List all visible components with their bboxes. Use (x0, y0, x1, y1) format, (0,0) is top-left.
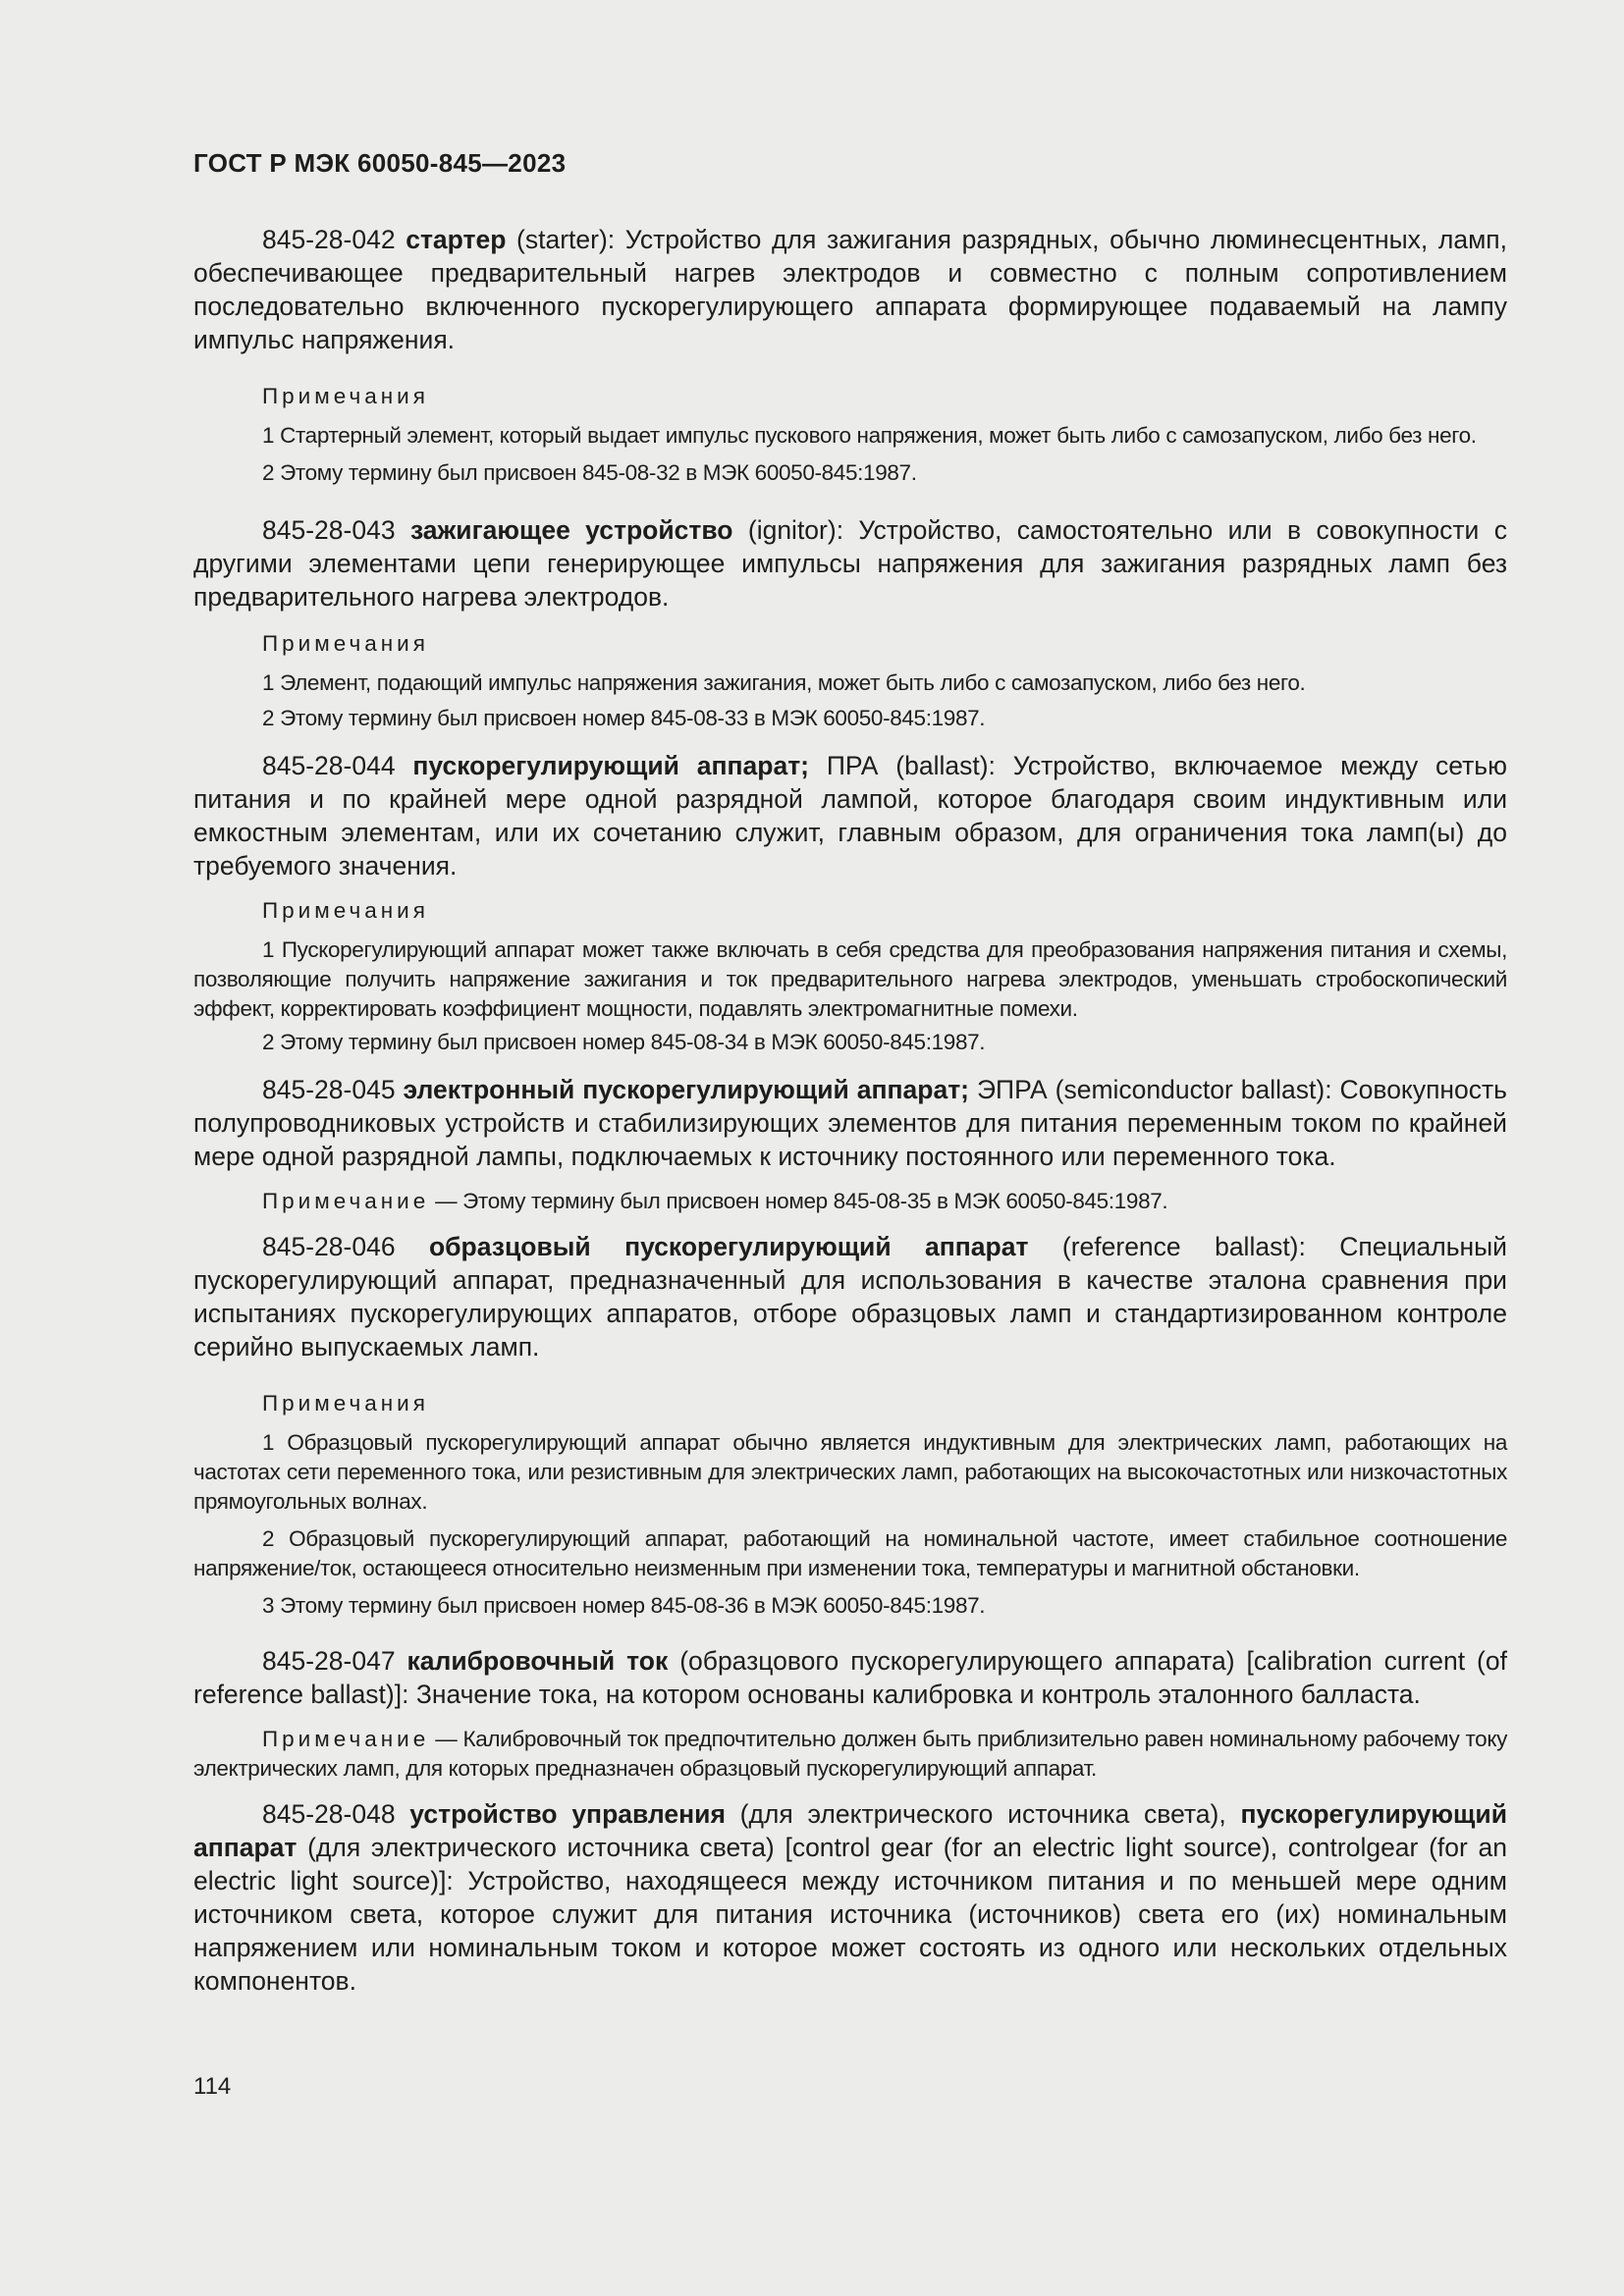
page-number: 114 (193, 2073, 232, 2100)
note: 1 Элемент, подающий импульс напряжения зажигания, может быть либо с самозапуском, либо без него. (262, 670, 1306, 695)
term-entry (193, 223, 1507, 356)
term-number: 845-28-043 (262, 515, 396, 545)
note: 2 Образцовый пускорегулирующий аппарат, работающий на номинальной частоте, имеет стабильное соотношение напряжение/ток, остающееся относительно неизменным при изменении тока, температуры и магнитной обстановки. (193, 1526, 1507, 1580)
note: 1 Стартерный элемент, который выдает импульс пускового напряжения, может быть либо с самозапуском, либо без него. (262, 423, 1477, 448)
document-body (193, 223, 1507, 1998)
term-number: 845-28-047 (262, 1646, 396, 1676)
term-entry (193, 749, 1507, 882)
term-definition: ПРА (ballast): Устройство, включаемое между сетью питания и по крайней мере одной разрядной лампой, которое благодаря своим индуктивным или емкостным элементам, или их сочетанию служит, главным образом, для ограничения тока ламп(ы) до требуемого значения. (193, 751, 1507, 881)
term-definition: (reference ballast): Специальный пускорегулирующий аппарат, предназначенный для использования в качестве эталона сравнения при испытаниях пускорегулирующих аппаратов, отборе образцовых ламп и стандартизированном контроле серийно выпускаемых ламп. (193, 1232, 1507, 1362)
term-name: пускорегулирующий аппарат; (412, 751, 810, 780)
note: 1 Образцовый пускорегулирующий аппарат обычно является индуктивным для электрических ламп, работающих на частотах сети переменного тока, или резистивным для электрических ламп, работающих на высокочастотных или низкочастотных прямоугольных волнах. (193, 1430, 1507, 1514)
term-name: зажигающее устройство (409, 515, 733, 545)
term-definition: (для электрического источника света) [control gear (for an electric light source), controlgear (for an electric light source)]: Устройство, находящееся между источником питания и по меньшей мере одним источником света, которое служит для питания источника (источников) света его (их) номинальным напряжением или номинальным током и которое может состоять из одного или нескольких отдельных компонентов. (193, 1833, 1507, 1996)
note: 2 Этому термину был присвоен номер 845-08-34 в МЭК 60050-845:1987. (262, 1030, 986, 1054)
note-text: — Калибровочный ток предпочтительно должен быть приблизительно равен номинальному рабочему току электрических ламп, для которых предназначен образцовый пускорегулирующий аппарат. (193, 1727, 1507, 1781)
document-header: ГОСТ Р МЭК 60050-845—2023 (193, 148, 567, 178)
term-name: электронный пускорегулирующий аппарат; (403, 1075, 970, 1104)
single-note (193, 1187, 1507, 1216)
term-entry (193, 513, 1507, 614)
term-entry (193, 1073, 1507, 1173)
term-synonym: пускорегулирующий аппарат (193, 1799, 1507, 1862)
term-name: устройство управления (409, 1799, 726, 1829)
note-label: Примечание (262, 1189, 430, 1213)
term-entry (193, 1230, 1507, 1363)
term-number: 845-28-048 (262, 1799, 396, 1829)
term-definition: (ignitor): Устройство, самостоятельно или в совокупности с другими элементами цепи генерирующее импульсы напряжения для зажигания разрядных ламп без предварительного нагрева электродов. (193, 515, 1507, 612)
note-text: — Этому термину был присвоен номер 845-08-35 в МЭК 60050-845:1987. (429, 1189, 1168, 1213)
single-note (193, 1725, 1507, 1784)
term-qualifier: (для электрического источника света), (725, 1799, 1241, 1829)
notes-label: Примечания (262, 384, 429, 408)
note: 2 Этому термину был присвоен номер 845-08-33 в МЭК 60050-845:1987. (262, 706, 986, 730)
term-definition: (образцового пускорегулирующего аппарата) [calibration current (of reference ballast)]: Значение тока, на котором основаны калибровка и контроль эталонного балласта. (193, 1646, 1507, 1709)
notes-label: Примечания (262, 1391, 429, 1415)
term-entry (193, 1644, 1507, 1711)
term-definition: ЭПРА (semiconductor ballast): Совокупность полупроводниковых устройств и стабилизирующих элементов для питания переменным током по крайней мере одной разрядной лампы, подключаемых к источнику постоянного или переменного тока. (193, 1075, 1507, 1171)
notes-label: Примечания (262, 898, 429, 923)
note: 3 Этому термину был присвоен номер 845-08-36 в МЭК 60050-845:1987. (262, 1593, 986, 1618)
note: 1 Пускорегулирующий аппарат может также включать в себя средства для преобразования напряжения питания и схемы, позволяющие получить напряжение зажигания и ток предварительного нагрева электродов, уменьшать стробоскопический эффект, корректировать коэффициент мощности, подавлять электромагнитные помехи. (193, 937, 1507, 1021)
note: 2 Этому термину был присвоен 845-08-32 в МЭК 60050-845:1987. (262, 460, 917, 485)
term-name: стартер (406, 225, 507, 254)
term-number: 845-28-046 (262, 1232, 396, 1261)
term-definition: (starter): Устройство для зажигания разрядных, обычно люминесцентных, ламп, обеспечивающее предварительный нагрев электродов и совместно с полным сопротивлением последовательно включенного пускорегулирующего аппарата формирующее подаваемый на лампу импульс напряжения. (193, 225, 1507, 354)
notes-label: Примечания (262, 631, 429, 656)
term-number: 845-28-042 (262, 225, 396, 254)
term-number: 845-28-045 (262, 1075, 396, 1104)
term-number: 845-28-044 (262, 751, 396, 780)
term-name: калибровочный ток (406, 1646, 669, 1676)
term-name: образцовый пускорегулирующий аппарат (429, 1232, 1029, 1261)
note-label: Примечание (262, 1727, 430, 1751)
term-entry (193, 1797, 1507, 1998)
